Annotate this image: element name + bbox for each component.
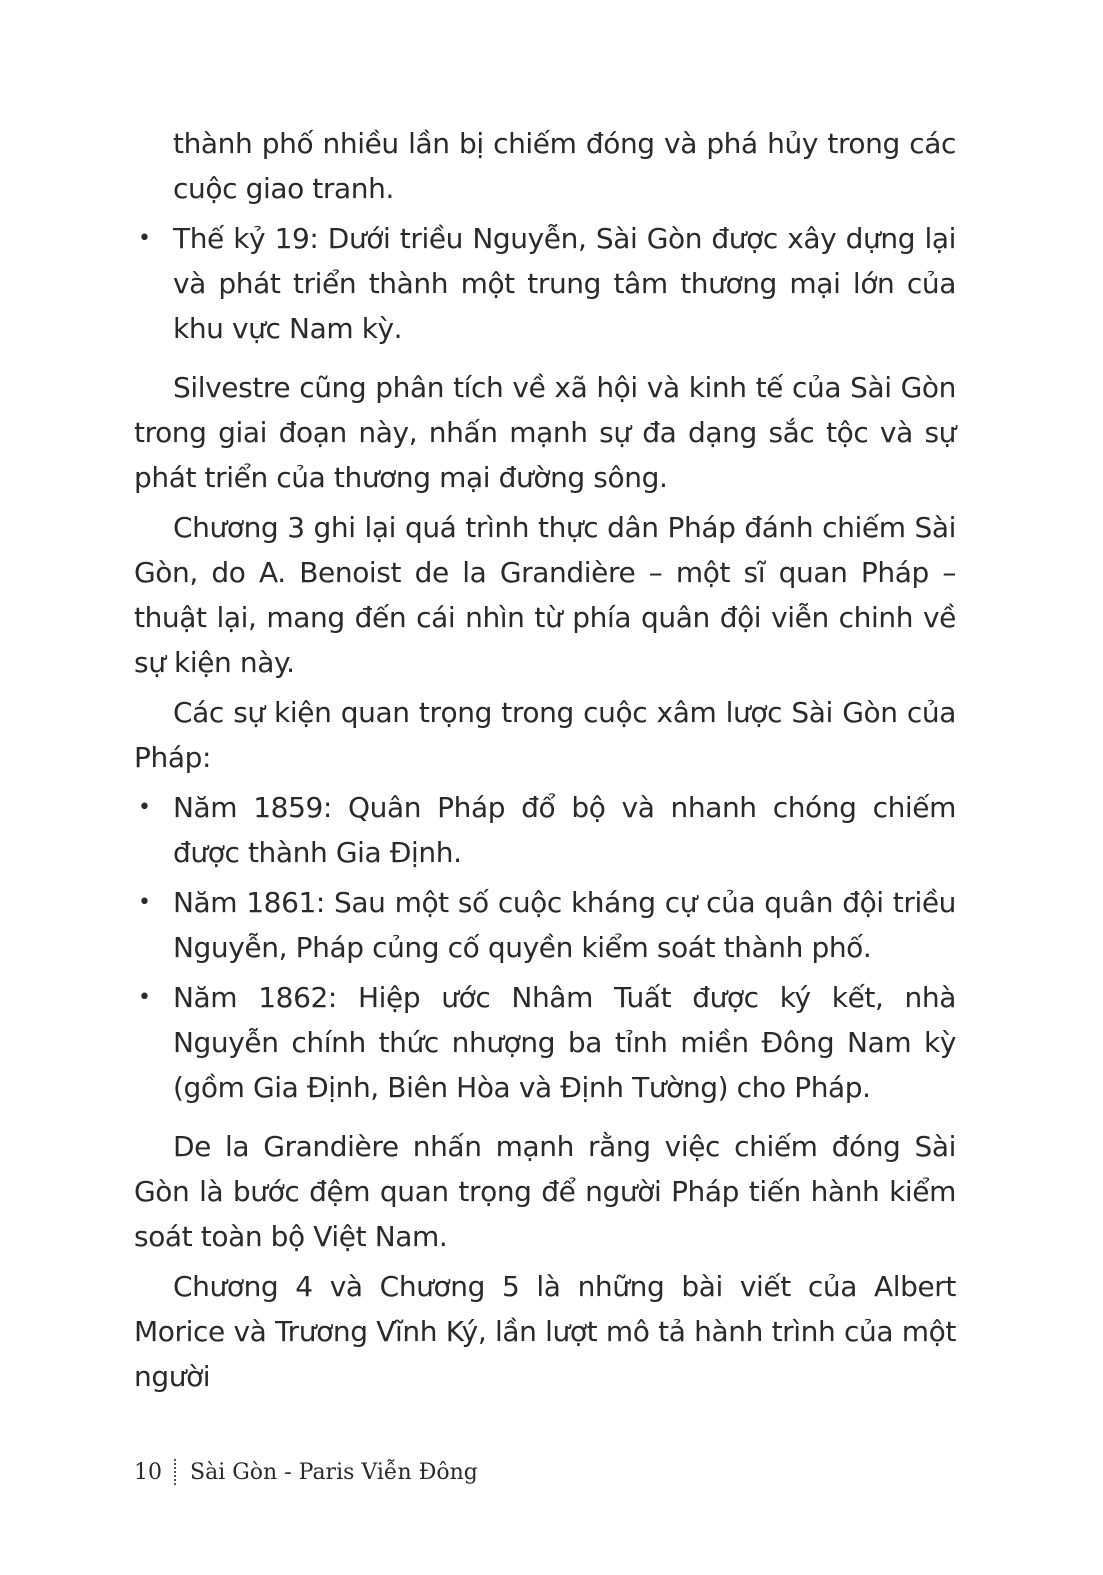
running-title: Sài Gòn - Paris Viễn Đông — [190, 1459, 478, 1485]
paragraph: De la Grandière nhấn mạnh rằng việc chiếm đóng Sài Gòn là bước đệm quan trọng để người Pháp tiến hành kiểm soát toàn bộ Việt Nam. — [134, 1130, 956, 1253]
bullet-icon: • — [138, 226, 151, 251]
paragraph: Chương 4 và Chương 5 là những bài viết của Albert Morice và Trương Vĩnh Ký, lần lượt mô tả hành trình của một người — [134, 1270, 956, 1393]
bullet-continuation: thành phố nhiều lần bị chiếm đóng và phá hủy trong các cuộc giao tranh. — [173, 127, 956, 205]
list-item-text: Năm 1861: Sau một số cuộc kháng cự của quân đội triều Nguyễn, Pháp củng cố quyền kiểm soát thành phố. — [173, 886, 956, 964]
list-item-text: Thế kỷ 19: Dưới triều Nguyễn, Sài Gòn được xây dựng lại và phát triển thành một trung tâm thương mại lớn của khu vực Nam kỳ. — [173, 222, 956, 345]
list-item-text: Năm 1862: Hiệp ước Nhâm Tuất được ký kết, nhà Nguyễn chính thức nhượng ba tỉnh miền Đông Nam kỳ (gồm Gia Định, Biên Hòa và Định Tường) cho Pháp. — [173, 981, 956, 1104]
page-footer — [134, 1459, 478, 1485]
list-item — [134, 216, 956, 351]
paragraph: Các sự kiện quan trọng trong cuộc xâm lược Sài Gòn của Pháp: — [134, 696, 956, 774]
list-item — [134, 785, 956, 875]
list-item-text: Năm 1859: Quân Pháp đổ bộ và nhanh chóng chiếm được thành Gia Định. — [173, 791, 956, 869]
footer-divider — [174, 1459, 176, 1485]
list-item — [134, 880, 956, 970]
bullet-list-a — [134, 216, 956, 351]
list-item — [134, 975, 956, 1110]
bullet-icon: • — [138, 985, 151, 1010]
bullet-icon: • — [138, 890, 151, 915]
paragraph: Chương 3 ghi lại quá trình thực dân Pháp đánh chiếm Sài Gòn, do A. Benoist de la Grandière – một sĩ quan Pháp – thuật lại, mang đến cái nhìn từ phía quân đội viễn chinh về sự kiện này. — [134, 511, 956, 679]
bullet-icon: • — [138, 795, 151, 820]
bullet-list-b — [134, 785, 956, 1110]
page-body — [134, 121, 956, 1399]
page-number: 10 — [134, 1459, 162, 1485]
paragraph: Silvestre cũng phân tích về xã hội và kinh tế của Sài Gòn trong giai đoạn này, nhấn mạnh sự đa dạng sắc tộc và sự phát triển của thương mại đường sông. — [134, 371, 956, 494]
